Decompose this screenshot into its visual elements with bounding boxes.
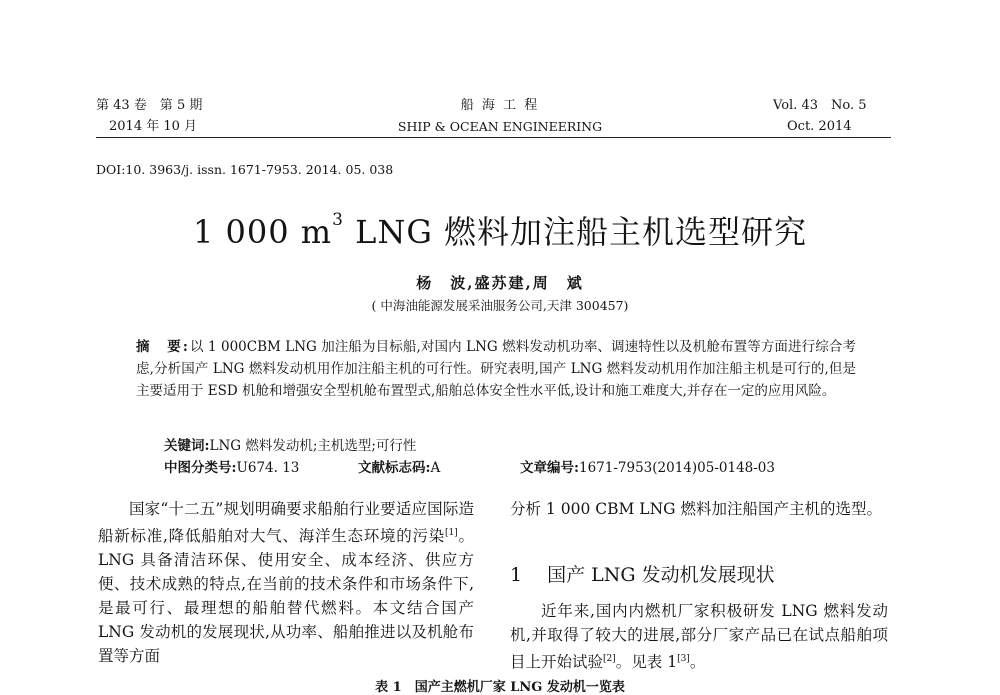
title-rest: LNG 燃料加注船主机选型研究 bbox=[343, 213, 808, 251]
journal-date-en: Oct. 2014 bbox=[787, 119, 852, 134]
keywords bbox=[164, 434, 416, 454]
journal-vol-no-en: Vol. 43 No. 5 bbox=[773, 98, 867, 113]
section-heading bbox=[510, 560, 775, 587]
title-superscript: 3 bbox=[332, 210, 344, 230]
affiliation: ( 中海油能源发展采油服务公司,天津 300457) bbox=[371, 298, 629, 313]
doc-code-label: 文献标志码: bbox=[358, 460, 431, 476]
clc-number bbox=[164, 456, 299, 476]
section-title: 国产 LNG 发动机发展现状 bbox=[547, 564, 775, 586]
right-para-end: 。 bbox=[689, 653, 706, 672]
right-para-table-ref: 。见表 1 bbox=[615, 653, 678, 672]
journal-date: 2014 年 10 月 bbox=[109, 119, 198, 134]
article-number bbox=[520, 456, 775, 476]
clc-label: 中图分类号: bbox=[164, 460, 237, 476]
keywords-label: 关键词: bbox=[164, 438, 210, 454]
left-para-text-2: 。LNG 具备清洁环保、使用安全、成本经济、供应方便、技术成熟的特点,在当前的技术条件和市场条件下,是最可行、最理想的船舶替代燃料。本文结合国产 LNG 发动机的发展现状,从功率、船舶推进以及机舱布置等方面 bbox=[98, 527, 474, 666]
header-rule bbox=[96, 137, 891, 138]
journal-name-cn: 船 海 工 程 bbox=[460, 98, 540, 113]
journal-volume-issue: 第 43 卷 第 5 期 bbox=[96, 98, 203, 113]
doi: DOI:10. 3963/j. issn. 1671-7953. 2014. 05. 038 bbox=[96, 162, 394, 177]
abstract-label: 摘 要: bbox=[136, 339, 190, 355]
paper-title bbox=[0, 207, 1000, 253]
clc-value: U674. 13 bbox=[236, 460, 300, 476]
left-column-paragraph bbox=[98, 497, 474, 668]
authors: 杨 波,盛苏建,周 斌 bbox=[416, 274, 584, 292]
section-number: 1 bbox=[510, 564, 523, 586]
citation-ref-1: [1] bbox=[444, 528, 458, 538]
left-para-text-1: 国家“十二五”规划明确要求船舶行业要适应国际造船新标准,降低船舶对大气、海洋生态环境的污染 bbox=[98, 500, 474, 546]
abstract bbox=[136, 336, 856, 402]
title-prefix: 1 000 m bbox=[192, 213, 333, 251]
document-code bbox=[358, 456, 440, 476]
journal-name-en: SHIP & OCEAN ENGINEERING bbox=[397, 119, 603, 134]
table-caption: 表 1 国产主燃机厂家 LNG 发动机一览表 bbox=[375, 680, 625, 695]
article-number-label: 文章编号: bbox=[520, 460, 579, 476]
right-para-text: 近年来,国内内燃机厂家积极研发 LNG 燃料发动机,并取得了较大的进展,部分厂家产品已在试点船舶项目上开始试验 bbox=[510, 602, 888, 672]
doc-code-value: A bbox=[430, 460, 441, 476]
abstract-text: 以 1 000CBM LNG 加注船为目标船,对国内 LNG 燃料发动机功率、调速特性以及机舱布置等方面进行综合考虑,分析国产 LNG 燃料发动机用作加注船主机的可行性。研究表明,国产 LNG 燃料发动机用作加注船主机是可行的,但是主要适用于 ESD 机舱和增强安全型机舱布置型式,船舶总体安全性水平低,设计和施工难度大,并存在一定的应用风险。 bbox=[136, 339, 857, 399]
citation-ref-2: [2] bbox=[603, 654, 616, 664]
right-column-intro: 分析 1 000 CBM LNG 燃料加注船国产主机的选型。 bbox=[510, 500, 882, 518]
keywords-text: LNG 燃料发动机;主机选型;可行性 bbox=[209, 438, 417, 454]
right-column-paragraph bbox=[510, 599, 888, 674]
article-number-value: 1671-7953(2014)05-0148-03 bbox=[578, 460, 775, 476]
citation-ref-3: [3] bbox=[677, 654, 690, 664]
